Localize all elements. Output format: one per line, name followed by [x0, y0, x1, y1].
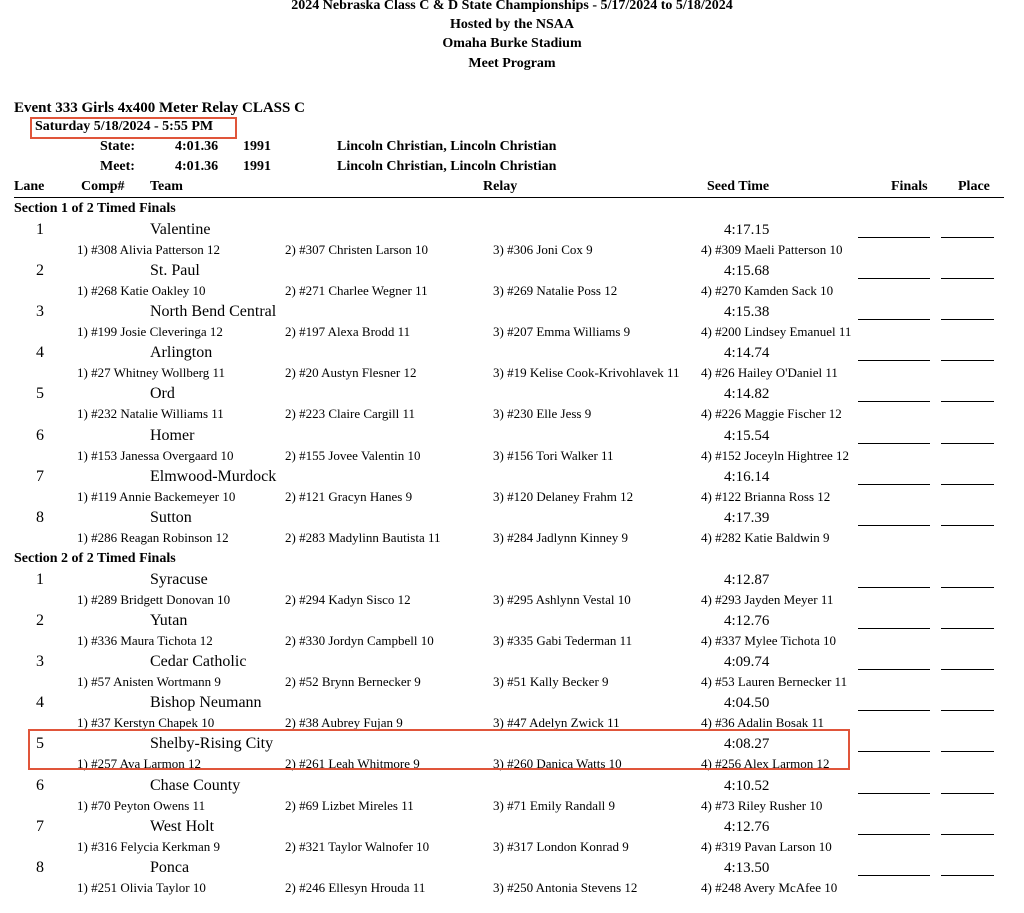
finals-blank [858, 360, 930, 361]
relay-athlete: 1) #153 Janessa Overgaard 10 [77, 447, 234, 463]
team-name: Homer [150, 426, 195, 444]
relay-athlete: 4) #26 Hailey O'Daniel 11 [701, 365, 838, 381]
section-title: Section 2 of 2 Timed Finals [14, 551, 176, 566]
record-meet-holder: Lincoln Christian, Lincoln Christian [337, 159, 557, 174]
event-title: Event 333 Girls 4x400 Meter Relay CLASS C [14, 100, 305, 116]
relay-athlete: 1) #308 Alivia Patterson 12 [77, 242, 220, 257]
record-meet-year: 1991 [243, 159, 271, 174]
seed-time: 4:12.87 [724, 572, 770, 588]
relay-athlete: 3) #250 Antonia Stevens 12 [493, 879, 638, 895]
relay-athlete: 2) #330 Jordyn Campbell 10 [285, 633, 434, 649]
relay-athlete: 4) #53 Lauren Bernecker 11 [701, 674, 848, 690]
seed-time: 4:14.82 [724, 386, 770, 403]
lane-number: 2 [36, 612, 44, 630]
team-name: Elmwood-Murdock [150, 467, 277, 485]
entry-highlight-box [28, 729, 850, 770]
place-blank [941, 669, 994, 670]
relay-athlete: 2) #321 Taylor Walnofer 10 [285, 838, 430, 854]
relay-athlete: 1) #257 Ava Larmon 12 [77, 756, 201, 772]
meet-host: Hosted by the NSAA [449, 17, 575, 32]
lane-number: 8 [36, 858, 44, 876]
seed-time: 4:17.15 [724, 222, 770, 238]
relay-athlete: 1) #251 Olivia Taylor 10 [77, 879, 206, 895]
relay-athlete: 4) #226 Maggie Fischer 12 [701, 406, 842, 422]
event-datetime: Saturday 5/18/2024 - 5:55 PM [35, 119, 214, 134]
relay-athlete: 2) #271 Charlee Wegner 11 [285, 283, 428, 299]
place-blank [941, 360, 994, 361]
lane-number: 7 [36, 467, 44, 485]
lane-number: 2 [36, 262, 44, 280]
lane-number: 4 [36, 344, 44, 362]
finals-blank [858, 484, 930, 485]
finals-blank [858, 834, 930, 835]
relay-athlete: 4) #282 Katie Baldwin 9 [701, 529, 830, 545]
relay-athlete: 3) #71 Emily Randall 9 [493, 797, 616, 813]
relay-athlete: 1) #336 Maura Tichota 12 [77, 633, 213, 649]
relay-athlete: 2) #69 Lizbet Mireles 11 [285, 797, 414, 813]
relay-athlete: 2) #283 Madylinn Bautista 11 [285, 529, 441, 545]
relay-athlete: 4) #200 Lindsey Emanuel 11 [701, 324, 852, 340]
finals-blank [858, 751, 930, 752]
relay-athlete: 2) #52 Brynn Bernecker 9 [285, 674, 421, 690]
relay-athlete: 3) #284 Jadlynn Kinney 9 [493, 529, 629, 545]
col-header-comp: Comp# [81, 179, 125, 194]
col-header-place: Place [958, 179, 990, 194]
finals-blank [858, 875, 930, 876]
col-header-finals: Finals [891, 179, 928, 194]
team-name: Chase County [150, 776, 241, 794]
relay-athlete: 2) #38 Aubrey Fujan 9 [285, 715, 403, 731]
relay-athlete: 2) #223 Claire Cargill 11 [285, 406, 415, 422]
meet-program-label: Meet Program [468, 56, 556, 71]
relay-athlete: 1) #70 Peyton Owens 11 [77, 797, 206, 813]
record-state-holder: Lincoln Christian, Lincoln Christian [337, 139, 557, 154]
finals-blank [858, 401, 930, 402]
col-header-relay: Relay [483, 179, 518, 194]
team-name: West Holt [150, 817, 215, 835]
place-blank [941, 278, 994, 279]
relay-athlete: 2) #246 Ellesyn Hrouda 11 [285, 879, 426, 895]
relay-athlete: 3) #306 Joni Cox 9 [493, 242, 593, 257]
lane-number: 5 [36, 385, 44, 403]
seed-time: 4:14.74 [724, 345, 770, 362]
record-meet-label: Meet: [100, 159, 135, 174]
seed-time: 4:16.14 [724, 468, 770, 485]
relay-athlete: 4) #309 Maeli Patterson 10 [701, 242, 843, 257]
place-blank [941, 587, 994, 588]
team-name: Cedar Catholic [150, 653, 247, 671]
relay-athlete: 3) #51 Kally Becker 9 [493, 674, 609, 690]
relay-athlete: 4) #337 Mylee Tichota 10 [701, 633, 837, 649]
relay-athlete: 1) #57 Anisten Wortmann 9 [77, 674, 221, 690]
relay-athlete: 1) #232 Natalie Williams 11 [77, 406, 224, 422]
header-rule [14, 197, 1004, 198]
relay-athlete: 2) #121 Gracyn Hanes 9 [285, 488, 413, 504]
place-blank [941, 793, 994, 794]
relay-athlete: 2) #20 Austyn Flesner 12 [285, 365, 417, 381]
seed-time: 4:15.68 [724, 263, 770, 280]
finals-blank [858, 443, 930, 444]
finals-blank [858, 710, 930, 711]
section-title: Section 1 of 2 Timed Finals [14, 201, 176, 216]
lane-number: 1 [36, 221, 44, 238]
relay-athlete: 3) #335 Gabi Tederman 11 [493, 633, 633, 649]
relay-athlete: 1) #199 Josie Cleveringa 12 [77, 324, 223, 340]
seed-time: 4:12.76 [724, 818, 770, 835]
relay-athlete: 3) #19 Kelise Cook-Krivohlavek 11 [493, 365, 680, 381]
meet-venue: Omaha Burke Stadium [442, 36, 582, 51]
place-blank [941, 443, 994, 444]
team-name: Ponca [150, 858, 190, 876]
lane-number: 3 [36, 653, 44, 671]
relay-athlete: 4) #122 Brianna Ross 12 [701, 488, 831, 504]
relay-athlete: 4) #256 Alex Larmon 12 [701, 756, 830, 772]
place-blank [941, 875, 994, 876]
record-meet-time: 4:01.36 [175, 159, 219, 174]
relay-athlete: 3) #295 Ashlynn Vestal 10 [493, 592, 631, 607]
finals-blank [858, 237, 930, 238]
seed-time: 4:09.74 [724, 654, 770, 671]
relay-athlete: 1) #119 Annie Backemeyer 10 [77, 488, 236, 504]
team-name: Syracuse [150, 571, 208, 588]
team-name: Sutton [150, 508, 192, 526]
lane-number: 6 [36, 776, 44, 794]
team-name: Valentine [150, 221, 211, 238]
seed-time: 4:10.52 [724, 777, 770, 794]
team-name: North Bend Central [150, 303, 277, 321]
relay-athlete: 3) #260 Danica Watts 10 [493, 756, 622, 772]
relay-athlete: 1) #268 Katie Oakley 10 [77, 283, 206, 299]
relay-athlete: 4) #270 Kamden Sack 10 [701, 283, 834, 299]
relay-athlete: 3) #120 Delaney Frahm 12 [493, 488, 634, 504]
seed-time: 4:15.54 [724, 427, 770, 444]
relay-athlete: 1) #27 Whitney Wollberg 11 [77, 365, 225, 381]
relay-athlete: 4) #293 Jayden Meyer 11 [701, 592, 834, 607]
record-state-label: State: [100, 139, 135, 154]
relay-athlete: 1) #286 Reagan Robinson 12 [77, 529, 229, 545]
record-state-year: 1991 [243, 139, 271, 154]
meet-title: 2024 Nebraska Class C & D State Championships - 5/17/2024 to 5/18/2024 [291, 0, 733, 13]
place-blank [941, 525, 994, 526]
relay-athlete: 3) #317 London Konrad 9 [493, 838, 629, 854]
record-state-time: 4:01.36 [175, 139, 219, 154]
relay-athlete: 3) #156 Tori Walker 11 [493, 447, 614, 463]
relay-athlete: 2) #197 Alexa Brodd 11 [285, 324, 411, 340]
team-name: Ord [150, 385, 175, 403]
seed-time: 4:13.50 [724, 859, 770, 876]
lane-number: 1 [36, 571, 44, 588]
relay-athlete: 1) #316 Felycia Kerkman 9 [77, 838, 220, 854]
relay-athlete: 1) #37 Kerstyn Chapek 10 [77, 715, 215, 731]
finals-blank [858, 669, 930, 670]
team-name: Shelby-Rising City [150, 735, 274, 753]
place-blank [941, 751, 994, 752]
place-blank [941, 319, 994, 320]
relay-athlete: 3) #230 Elle Jess 9 [493, 406, 592, 422]
team-name: Yutan [150, 612, 188, 630]
col-header-lane: Lane [14, 179, 45, 194]
relay-athlete: 4) #319 Pavan Larson 10 [701, 838, 832, 854]
seed-time: 4:12.76 [724, 613, 770, 630]
team-name: Bishop Neumann [150, 694, 262, 712]
seed-time: 4:15.38 [724, 304, 770, 321]
lane-number: 3 [36, 303, 44, 321]
relay-athlete: 4) #248 Avery McAfee 10 [701, 879, 838, 895]
place-blank [941, 484, 994, 485]
lane-number: 7 [36, 817, 44, 835]
relay-athlete: 3) #47 Adelyn Zwick 11 [493, 715, 620, 731]
team-name: St. Paul [150, 262, 200, 280]
place-blank [941, 710, 994, 711]
relay-athlete: 2) #261 Leah Whitmore 9 [285, 756, 420, 772]
col-header-seed: Seed Time [707, 179, 770, 194]
finals-blank [858, 628, 930, 629]
finals-blank [858, 525, 930, 526]
finals-blank [858, 793, 930, 794]
relay-athlete: 3) #207 Emma Williams 9 [493, 324, 631, 340]
seed-time: 4:04.50 [724, 695, 770, 712]
finals-blank [858, 278, 930, 279]
lane-number: 8 [36, 508, 44, 526]
relay-athlete: 4) #152 Joceyln Hightree 12 [701, 447, 850, 463]
finals-blank [858, 587, 930, 588]
lane-number: 4 [36, 694, 44, 712]
place-blank [941, 237, 994, 238]
relay-athlete: 2) #294 Kadyn Sisco 12 [285, 592, 411, 607]
place-blank [941, 834, 994, 835]
relay-athlete: 1) #289 Bridgett Donovan 10 [77, 592, 231, 607]
lane-number: 5 [36, 735, 44, 753]
place-blank [941, 628, 994, 629]
lane-number: 6 [36, 426, 44, 444]
relay-athlete: 3) #269 Natalie Poss 12 [493, 283, 618, 299]
team-name: Arlington [150, 344, 213, 362]
col-header-team: Team [150, 179, 183, 194]
seed-time: 4:08.27 [724, 736, 770, 753]
relay-athlete: 2) #155 Jovee Valentin 10 [285, 447, 421, 463]
place-blank [941, 401, 994, 402]
finals-blank [858, 319, 930, 320]
relay-athlete: 2) #307 Christen Larson 10 [285, 242, 428, 257]
relay-athlete: 4) #73 Riley Rusher 10 [701, 797, 823, 813]
relay-athlete: 4) #36 Adalin Bosak 11 [701, 715, 825, 731]
seed-time: 4:17.39 [724, 509, 770, 526]
